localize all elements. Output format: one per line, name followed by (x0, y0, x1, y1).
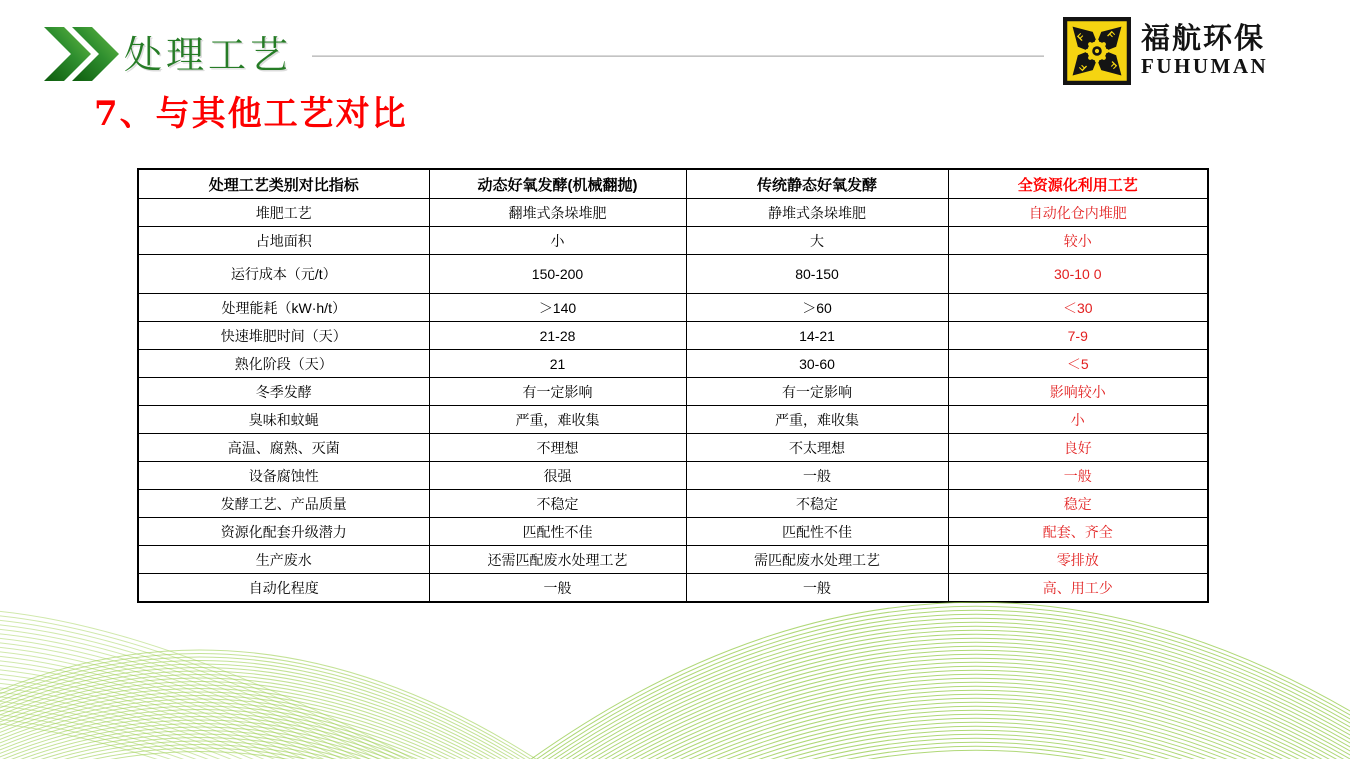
section-title: 处理工艺 (124, 33, 293, 77)
table-cell: 匹配性不佳 (686, 518, 948, 546)
row-label: 生产废水 (138, 546, 429, 574)
col-header-full-resource: 全资源化利用工艺 (948, 169, 1208, 199)
table-row (138, 199, 1208, 227)
table-cell: 30-60 (686, 350, 948, 378)
table-row (138, 406, 1208, 434)
row-label: 高温、腐熟、灭菌 (138, 434, 429, 462)
row-label: 发酵工艺、产品质量 (138, 490, 429, 518)
table-row (138, 378, 1208, 406)
table-body (138, 199, 1208, 603)
table-header-row (138, 169, 1208, 199)
table-cell: 零排放 (948, 546, 1208, 574)
table-row (138, 434, 1208, 462)
row-label: 设备腐蚀性 (138, 462, 429, 490)
table-row (138, 546, 1208, 574)
table-cell: 需匹配废水处理工艺 (686, 546, 948, 574)
svg-text:F: F (1075, 31, 1088, 44)
table-cell: 静堆式条垛堆肥 (686, 199, 948, 227)
table-cell: 较小 (948, 227, 1208, 255)
table-cell: 稳定 (948, 490, 1208, 518)
logo-name-en: FUHUMAN (1141, 54, 1269, 79)
fuhuman-logo-icon (1063, 17, 1131, 85)
svg-text:F: F (1077, 60, 1090, 73)
wave-decoration (0, 594, 1350, 759)
table-cell: 良好 (948, 434, 1208, 462)
table-cell: 有一定影响 (686, 378, 948, 406)
row-label: 熟化阶段（天） (138, 350, 429, 378)
page-title: 7、与其他工艺对比 (94, 94, 408, 134)
table-cell: 严重，难收集 (686, 406, 948, 434)
table-cell: 匹配性不佳 (429, 518, 686, 546)
row-label: 自动化程度 (138, 574, 429, 603)
svg-text:F: F (1106, 58, 1119, 71)
table-cell: 不理想 (429, 434, 686, 462)
table-cell: 有一定影响 (429, 378, 686, 406)
table-cell: 14-21 (686, 322, 948, 350)
table-cell: 很强 (429, 462, 686, 490)
table-cell: 21-28 (429, 322, 686, 350)
table-cell: 自动化仓内堆肥 (948, 199, 1208, 227)
row-label: 运行成本（元/t） (138, 255, 429, 294)
table-cell: 一般 (429, 574, 686, 603)
table-row (138, 462, 1208, 490)
table-cell: 翻堆式条垛堆肥 (429, 199, 686, 227)
table-cell: 还需匹配废水处理工艺 (429, 546, 686, 574)
row-label: 冬季发酵 (138, 378, 429, 406)
table-cell: 不太理想 (686, 434, 948, 462)
header-divider-line (312, 55, 1044, 57)
table-cell: 小 (429, 227, 686, 255)
table-cell: 21 (429, 350, 686, 378)
row-label: 臭味和蚊蝇 (138, 406, 429, 434)
table-cell: ＞60 (686, 294, 948, 322)
table-cell: 150-200 (429, 255, 686, 294)
logo (1063, 17, 1268, 85)
table-cell: 7-9 (948, 322, 1208, 350)
table-row (138, 227, 1208, 255)
table-cell: 一般 (948, 462, 1208, 490)
table-cell: 不稳定 (429, 490, 686, 518)
table-cell: ＜5 (948, 350, 1208, 378)
table-cell: 大 (686, 227, 948, 255)
row-label: 资源化配套升级潜力 (138, 518, 429, 546)
table-row (138, 322, 1208, 350)
table-cell: 影响较小 (948, 378, 1208, 406)
col-header-dynamic-aerobic: 动态好氧发酵(机械翻抛) (429, 169, 686, 199)
table-row (138, 518, 1208, 546)
row-label: 占地面积 (138, 227, 429, 255)
table-cell: 严重，难收集 (429, 406, 686, 434)
table-cell: 一般 (686, 574, 948, 603)
table-cell: ＞140 (429, 294, 686, 322)
table-cell: 30-10 0 (948, 255, 1208, 294)
comparison-table (137, 168, 1209, 603)
table-cell: 配套、齐全 (948, 518, 1208, 546)
table-cell: 高、用工少 (948, 574, 1208, 603)
svg-text:F: F (1104, 29, 1117, 42)
table-row (138, 255, 1208, 294)
table-cell: 80-150 (686, 255, 948, 294)
row-label: 堆肥工艺 (138, 199, 429, 227)
table-cell: 一般 (686, 462, 948, 490)
table-row (138, 490, 1208, 518)
logo-name-cn: 福航环保 (1141, 23, 1266, 55)
table-row (138, 350, 1208, 378)
table-row (138, 294, 1208, 322)
table-cell: ＜30 (948, 294, 1208, 322)
table-cell: 小 (948, 406, 1208, 434)
row-label: 快速堆肥时间（天） (138, 322, 429, 350)
row-label: 处理能耗（kW·h/t） (138, 294, 429, 322)
col-header-indicator: 处理工艺类别对比指标 (138, 169, 429, 199)
table-cell: 不稳定 (686, 490, 948, 518)
col-header-static-aerobic: 传统静态好氧发酵 (686, 169, 948, 199)
double-chevron-icon (44, 27, 120, 81)
